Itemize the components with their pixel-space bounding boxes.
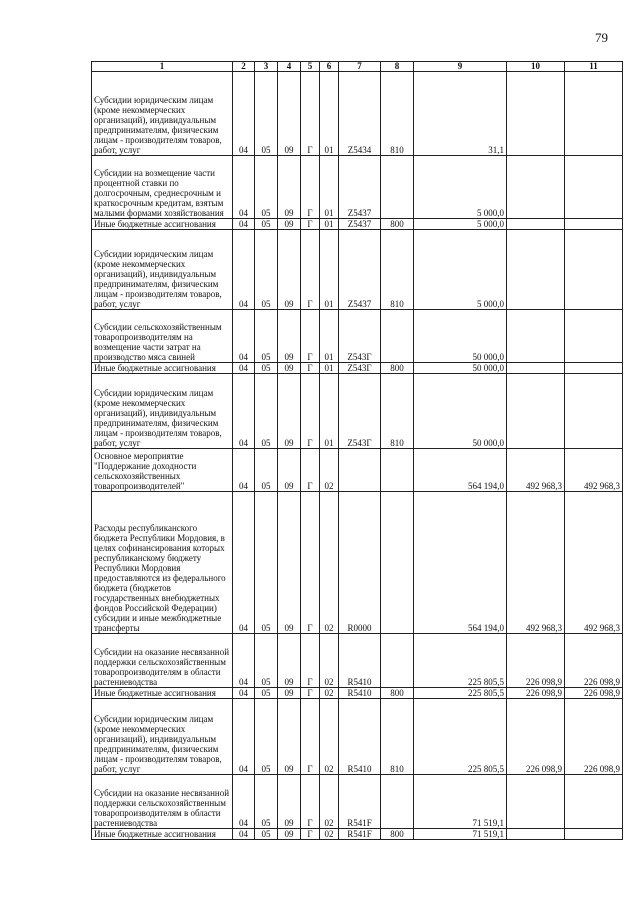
- cell-code: Г: [301, 156, 320, 219]
- cell-code: 05: [255, 72, 278, 156]
- cell-code: 05: [255, 492, 278, 634]
- cell-code: Г: [301, 699, 320, 775]
- column-header: 9: [414, 62, 507, 72]
- cell-expense-type: [381, 775, 414, 829]
- cell-code: Г: [301, 72, 320, 156]
- cell-amount: 492 968,3: [507, 492, 565, 634]
- cell-code: 09: [278, 775, 301, 829]
- cell-target-code: Z543Г: [339, 363, 381, 374]
- cell-amount: [507, 156, 565, 219]
- cell-expense-type: 810: [381, 374, 414, 449]
- cell-code: Г: [301, 775, 320, 829]
- column-header: 11: [565, 62, 623, 72]
- cell-code: 05: [255, 219, 278, 230]
- cell-amount: 492 968,3: [565, 492, 623, 634]
- cell-amount: [565, 219, 623, 230]
- cell-code: Г: [301, 363, 320, 374]
- table-row: [92, 219, 623, 230]
- cell-expense-type: [381, 492, 414, 634]
- cell-code: 09: [278, 492, 301, 634]
- cell-expense-type: 800: [381, 829, 414, 840]
- cell-amount: 5 000,0: [414, 156, 507, 219]
- row-name: Иные бюджетные ассигнования: [92, 363, 233, 374]
- cell-code: 04: [233, 775, 255, 829]
- cell-target-code: Z543Г: [339, 310, 381, 363]
- cell-amount: 225 805,5: [414, 688, 507, 699]
- row-name: Субсидии на оказание несвязанной поддержки сельскохозяйственным товаропроизводителям в области растениеводства: [92, 634, 233, 688]
- cell-code: 05: [255, 363, 278, 374]
- cell-code: 09: [278, 310, 301, 363]
- cell-amount: 226 098,9: [507, 688, 565, 699]
- cell-code: Г: [301, 374, 320, 449]
- cell-code: 09: [278, 363, 301, 374]
- cell-amount: 492 968,3: [507, 449, 565, 492]
- cell-target-code: R5410: [339, 688, 381, 699]
- column-header: 5: [301, 62, 320, 72]
- cell-code: 05: [255, 829, 278, 840]
- cell-code: 09: [278, 699, 301, 775]
- cell-amount: [507, 72, 565, 156]
- table-row: [92, 775, 623, 829]
- row-name: Субсидии на возмещение части процентной ставки по долгосрочным, среднесрочным и краткосрочным кредитам, взятым малыми формами хозяйствования: [92, 156, 233, 219]
- cell-amount: 225 805,5: [414, 699, 507, 775]
- row-name: Иные бюджетные ассигнования: [92, 829, 233, 840]
- row-name: Субсидии юридическим лицам (кроме некоммерческих организаций), индивидуальным предпринимателям, физическим лицам - производителям товаров, работ, услуг: [92, 230, 233, 310]
- cell-code: 02: [320, 688, 339, 699]
- cell-code: 05: [255, 374, 278, 449]
- cell-code: 09: [278, 230, 301, 310]
- row-name: Субсидии сельскохозяйственным товаропроизводителям на возмещение части затрат на производство мяса свиней: [92, 310, 233, 363]
- table-row: [92, 699, 623, 775]
- cell-amount: 226 098,9: [507, 634, 565, 688]
- cell-target-code: [339, 449, 381, 492]
- cell-amount: 226 098,9: [565, 634, 623, 688]
- cell-amount: [507, 775, 565, 829]
- cell-amount: [507, 374, 565, 449]
- row-name: Субсидии юридическим лицам (кроме некоммерческих организаций), индивидуальным предпринимателям, физическим лицам - производителям товаров, работ, услуг: [92, 699, 233, 775]
- budget-table: [91, 61, 623, 840]
- cell-target-code: R541F: [339, 775, 381, 829]
- cell-code: 09: [278, 449, 301, 492]
- cell-code: 05: [255, 310, 278, 363]
- column-header: 3: [255, 62, 278, 72]
- table-row: [92, 310, 623, 363]
- cell-expense-type: 810: [381, 72, 414, 156]
- cell-code: 02: [320, 829, 339, 840]
- cell-code: 02: [320, 775, 339, 829]
- cell-code: 01: [320, 156, 339, 219]
- cell-code: 02: [320, 492, 339, 634]
- row-name: Субсидии юридическим лицам (кроме некоммерческих организаций), индивидуальным предпринимателям, физическим лицам - производителям товаров, работ, услуг: [92, 72, 233, 156]
- table-row: [92, 829, 623, 840]
- cell-code: 04: [233, 72, 255, 156]
- cell-code: 02: [320, 699, 339, 775]
- cell-expense-type: 800: [381, 363, 414, 374]
- cell-amount: 564 194,0: [414, 449, 507, 492]
- cell-amount: 492 968,3: [565, 449, 623, 492]
- cell-amount: [507, 310, 565, 363]
- cell-target-code: Z5434: [339, 72, 381, 156]
- cell-code: 01: [320, 230, 339, 310]
- cell-code: 05: [255, 634, 278, 688]
- cell-code: Г: [301, 492, 320, 634]
- cell-code: Г: [301, 219, 320, 230]
- cell-amount: 564 194,0: [414, 492, 507, 634]
- cell-amount: 5 000,0: [414, 219, 507, 230]
- cell-amount: [565, 775, 623, 829]
- cell-amount: 71 519,1: [414, 829, 507, 840]
- header-row: [92, 62, 623, 72]
- cell-amount: 5 000,0: [414, 230, 507, 310]
- cell-amount: 50 000,0: [414, 310, 507, 363]
- column-header: 2: [233, 62, 255, 72]
- cell-expense-type: [381, 156, 414, 219]
- cell-code: 04: [233, 219, 255, 230]
- cell-expense-type: 810: [381, 230, 414, 310]
- cell-code: 02: [320, 634, 339, 688]
- column-header: 1: [92, 62, 233, 72]
- cell-amount: [507, 829, 565, 840]
- cell-code: 01: [320, 72, 339, 156]
- cell-amount: [565, 363, 623, 374]
- row-name: Субсидии на оказание несвязанной поддержки сельскохозяйственным товаропроизводителям в области растениеводства: [92, 775, 233, 829]
- row-name: Субсидии юридическим лицам (кроме некоммерческих организаций), индивидуальным предпринимателям, физическим лицам - производителям товаров, работ, услуг: [92, 374, 233, 449]
- cell-amount: 226 098,9: [565, 699, 623, 775]
- cell-code: 09: [278, 829, 301, 840]
- cell-code: 05: [255, 699, 278, 775]
- cell-code: 05: [255, 230, 278, 310]
- cell-code: 09: [278, 634, 301, 688]
- cell-target-code: Z543Г: [339, 374, 381, 449]
- row-name: Основное мероприятие "Поддержание доходности сельскохозяйственных товаропроизводителей": [92, 449, 233, 492]
- cell-code: 04: [233, 374, 255, 449]
- cell-expense-type: 800: [381, 688, 414, 699]
- cell-code: 02: [320, 449, 339, 492]
- cell-code: 09: [278, 156, 301, 219]
- table-row: [92, 156, 623, 219]
- cell-target-code: Z5437: [339, 219, 381, 230]
- cell-code: Г: [301, 449, 320, 492]
- cell-code: 04: [233, 363, 255, 374]
- cell-code: 09: [278, 374, 301, 449]
- cell-code: Г: [301, 230, 320, 310]
- cell-expense-type: [381, 449, 414, 492]
- cell-code: Г: [301, 688, 320, 699]
- cell-code: 01: [320, 310, 339, 363]
- cell-expense-type: [381, 310, 414, 363]
- cell-code: 05: [255, 449, 278, 492]
- table-row: [92, 72, 623, 156]
- column-header: 10: [507, 62, 565, 72]
- table-row: [92, 230, 623, 310]
- cell-code: Г: [301, 829, 320, 840]
- cell-amount: [507, 219, 565, 230]
- cell-amount: [565, 310, 623, 363]
- column-header: 7: [339, 62, 381, 72]
- row-name: Расходы республиканского бюджета Республики Мордовия, в целях софинансирования которых республиканскому бюджету Республики Мордовия предоставляются из федерального бюджета (бюджетов государственных внебюджетных фондов Российской Федерации) субсидии и иные межбюджетные трансферты: [92, 492, 233, 634]
- column-header: 8: [381, 62, 414, 72]
- cell-code: 04: [233, 699, 255, 775]
- row-name: Иные бюджетные ассигнования: [92, 219, 233, 230]
- cell-amount: 71 519,1: [414, 775, 507, 829]
- cell-amount: [565, 374, 623, 449]
- cell-amount: [565, 72, 623, 156]
- cell-code: 05: [255, 775, 278, 829]
- cell-target-code: Z5437: [339, 156, 381, 219]
- cell-code: 05: [255, 688, 278, 699]
- page-number: 79: [595, 30, 608, 45]
- cell-amount: 226 098,9: [565, 688, 623, 699]
- table-row: [92, 492, 623, 634]
- cell-amount: [507, 363, 565, 374]
- cell-code: Г: [301, 310, 320, 363]
- cell-expense-type: [381, 634, 414, 688]
- table-row: [92, 363, 623, 374]
- cell-amount: 225 805,5: [414, 634, 507, 688]
- column-header: 6: [320, 62, 339, 72]
- cell-code: 04: [233, 634, 255, 688]
- cell-target-code: R5410: [339, 699, 381, 775]
- cell-amount: [565, 829, 623, 840]
- column-header: 4: [278, 62, 301, 72]
- cell-target-code: Z5437: [339, 230, 381, 310]
- cell-amount: [507, 230, 565, 310]
- cell-code: 05: [255, 156, 278, 219]
- cell-target-code: R541F: [339, 829, 381, 840]
- cell-code: 04: [233, 310, 255, 363]
- cell-code: 04: [233, 829, 255, 840]
- table-row: [92, 688, 623, 699]
- cell-amount: 50 000,0: [414, 363, 507, 374]
- cell-code: 04: [233, 156, 255, 219]
- cell-code: 01: [320, 374, 339, 449]
- cell-amount: [565, 230, 623, 310]
- cell-amount: 50 000,0: [414, 374, 507, 449]
- cell-target-code: R0000: [339, 492, 381, 634]
- cell-code: Г: [301, 634, 320, 688]
- cell-code: 01: [320, 363, 339, 374]
- cell-code: 04: [233, 492, 255, 634]
- cell-amount: 31,1: [414, 72, 507, 156]
- row-name: Иные бюджетные ассигнования: [92, 688, 233, 699]
- cell-code: 09: [278, 72, 301, 156]
- table-row: [92, 374, 623, 449]
- table-row: [92, 449, 623, 492]
- cell-code: 09: [278, 688, 301, 699]
- cell-code: 04: [233, 449, 255, 492]
- table-row: [92, 634, 623, 688]
- cell-target-code: R5410: [339, 634, 381, 688]
- cell-code: 04: [233, 688, 255, 699]
- cell-amount: 226 098,9: [507, 699, 565, 775]
- cell-code: 09: [278, 219, 301, 230]
- cell-code: 01: [320, 219, 339, 230]
- cell-expense-type: 800: [381, 219, 414, 230]
- cell-code: 04: [233, 230, 255, 310]
- cell-amount: [565, 156, 623, 219]
- cell-expense-type: 810: [381, 699, 414, 775]
